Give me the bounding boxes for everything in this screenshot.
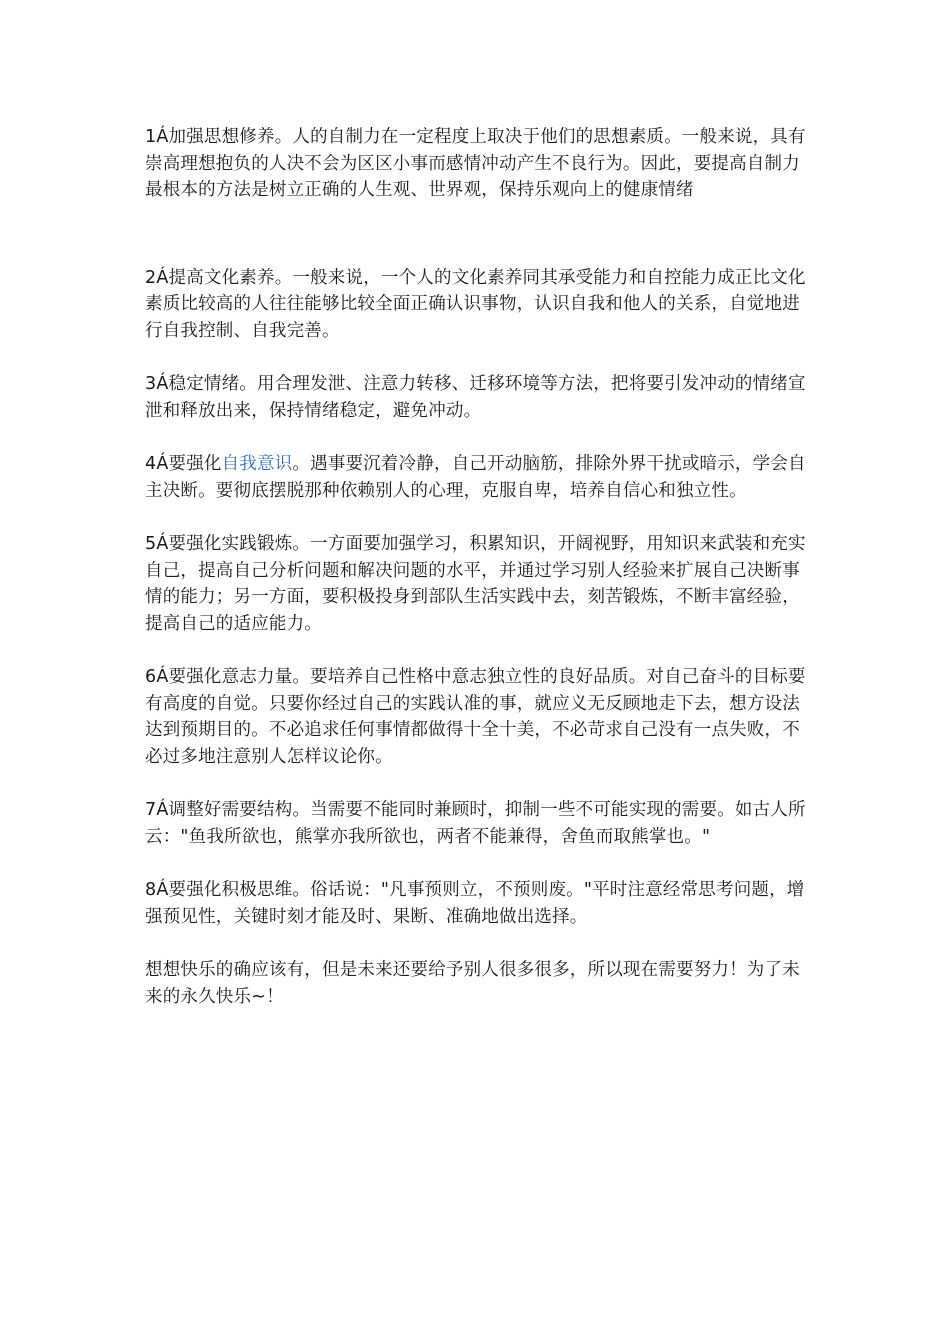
paragraph-6: 6Á要强化意志力量。要培养自己性格中意志独立性的良好品质。对自己奋斗的目标要有高度的自觉。只要你经过自己的实践认准的事，就应义无反顾地走下去，想方设法达到预期目的。不必追求任何事情都做得十全十美，不必苛求自己没有一点失败，不必过多地注意别人怎样议论你。 (145, 667, 806, 767)
closing-paragraph: 想想快乐的确应该有，但是未来还要给予别人很多很多，所以现在需要努力！为了未来的永久快乐~！ (145, 960, 800, 1007)
paragraph-4-rest: 。遇事要沉着冷静，自己开动脑筋，排除外界干扰或暗示，学会自主决断。要彻底摆脱那种依赖别人的心理，克服自卑，培养自信心和独立性。 (145, 454, 806, 501)
self-awareness-link[interactable]: 自我意识 (221, 454, 293, 474)
paragraph-3: 3Á稳定情绪。用合理发泄、注意力转移、迁移环境等方法，把将要引发冲动的情绪宣泄和释放出来，保持情绪稳定，避免冲动。 (145, 374, 806, 421)
paragraph-1: 1Á加强思想修养。人的自制力在一定程度上取决于他们的思想素质。一般来说，具有崇高理想抱负的人决不会为区区小事而感情冲动产生不良行为。因此，要提高自制力最根本的方法是树立正确的人生观、世界观，保持乐观向上的健康情绪 (145, 127, 806, 200)
paragraph-5: 5Á要强化实践锻炼。一方面要加强学习，积累知识，开阔视野，用知识来武装和充实自己，提高自己分析问题和解决问题的水平，并通过学习别人经验来扩展自己决断事情的能力；另一方面，要积极投身到部队生活实践中去，刻苦锻炼，不断丰富经验，提高自己的适应能力。 (145, 534, 806, 634)
paragraph-8: 8Á要强化积极思维。俗话说："凡事预则立，不预则废。"平时注意经常思考问题，增强预见性，关键时刻才能及时、果断、准确地做出选择。 (145, 880, 805, 927)
document-body (145, 124, 810, 1010)
paragraph-4 (145, 451, 810, 504)
paragraph-2: 2Á提高文化素养。一般来说，一个人的文化素养同其承受能力和自控能力成正比文化素质比较高的人往往能够比较全面正确认识事物，认识自我和他人的关系，自觉地进行自我控制、自我完善。 (145, 267, 806, 341)
paragraph-4-lead: 4Á要强化 (145, 454, 222, 474)
paragraph-7: 7Á调整好需要结构。当需要不能同时兼顾时，抑制一些不可能实现的需要。如古人所云："鱼我所欲也，熊掌亦我所欲也，两者不能兼得，舍鱼而取熊掌也。" (145, 800, 806, 847)
